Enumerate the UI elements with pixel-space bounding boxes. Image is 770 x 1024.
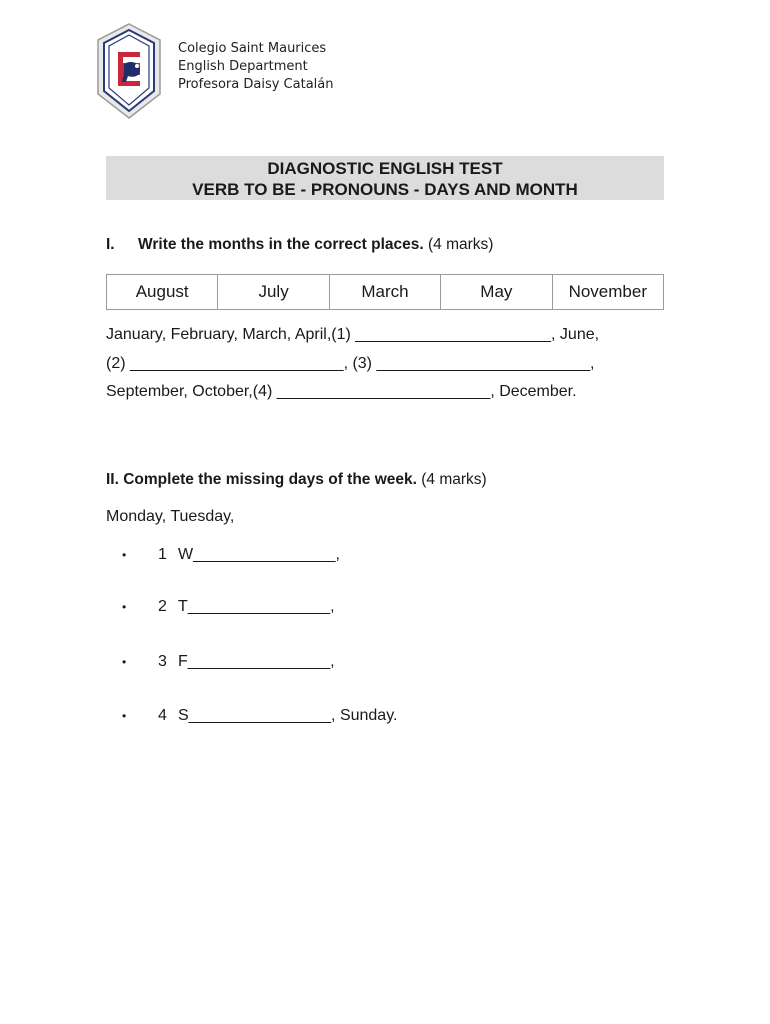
- day-item-text: W________________,: [178, 546, 340, 563]
- section2-marks: (4 marks): [421, 471, 487, 488]
- teacher-name: Profesora Daisy Catalán: [178, 77, 334, 92]
- bullet-icon: •: [122, 655, 127, 669]
- months-line-3: September, October,(4) ________________________, December.: [106, 383, 577, 400]
- word-bank-cell: May: [441, 275, 552, 310]
- word-bank-cell: March: [329, 275, 440, 310]
- school-crest-logo: [96, 22, 162, 120]
- word-bank-cell: November: [552, 275, 663, 310]
- day-item-number: 2: [158, 598, 167, 615]
- section2-heading: [106, 471, 487, 489]
- months-line-1: January, February, March, April,(1) ______________________, June,: [106, 326, 600, 343]
- day-item-text: S________________, Sunday.: [178, 707, 398, 724]
- department-name: English Department: [178, 59, 308, 74]
- test-title-line2: VERB TO BE - PRONOUNS - DAYS AND MONTH: [192, 180, 578, 199]
- section1-heading: [106, 236, 493, 254]
- bullet-icon: •: [122, 548, 127, 562]
- months-word-bank: [106, 274, 664, 310]
- school-name: Colegio Saint Maurices: [178, 41, 327, 56]
- day-item-number: 1: [158, 546, 167, 563]
- section1-number: I.: [106, 236, 115, 253]
- day-item-2: [122, 598, 335, 616]
- day-item-4: [122, 707, 397, 725]
- word-bank-cell: July: [218, 275, 329, 310]
- school-header: [178, 40, 333, 94]
- section1-instruction: Write the months in the correct places.: [138, 236, 424, 253]
- section2-instruction: II. Complete the missing days of the week.: [106, 471, 417, 488]
- word-bank-cell: August: [107, 275, 218, 310]
- bullet-icon: •: [122, 600, 127, 614]
- test-title-box: [106, 156, 664, 200]
- bullet-icon: •: [122, 709, 127, 723]
- test-title-line1: DIAGNOSTIC ENGLISH TEST: [267, 159, 503, 178]
- section1-marks: (4 marks): [427, 236, 494, 253]
- day-item-1: [122, 546, 340, 564]
- months-line-2: (2) ________________________, (3) ________________________,: [106, 355, 595, 372]
- days-intro: Monday, Tuesday,: [106, 508, 235, 525]
- day-item-3: [122, 653, 335, 671]
- day-item-number: 4: [158, 707, 167, 724]
- day-item-text: T________________,: [178, 598, 335, 615]
- day-item-text: F________________,: [178, 653, 335, 670]
- day-item-number: 3: [158, 653, 167, 670]
